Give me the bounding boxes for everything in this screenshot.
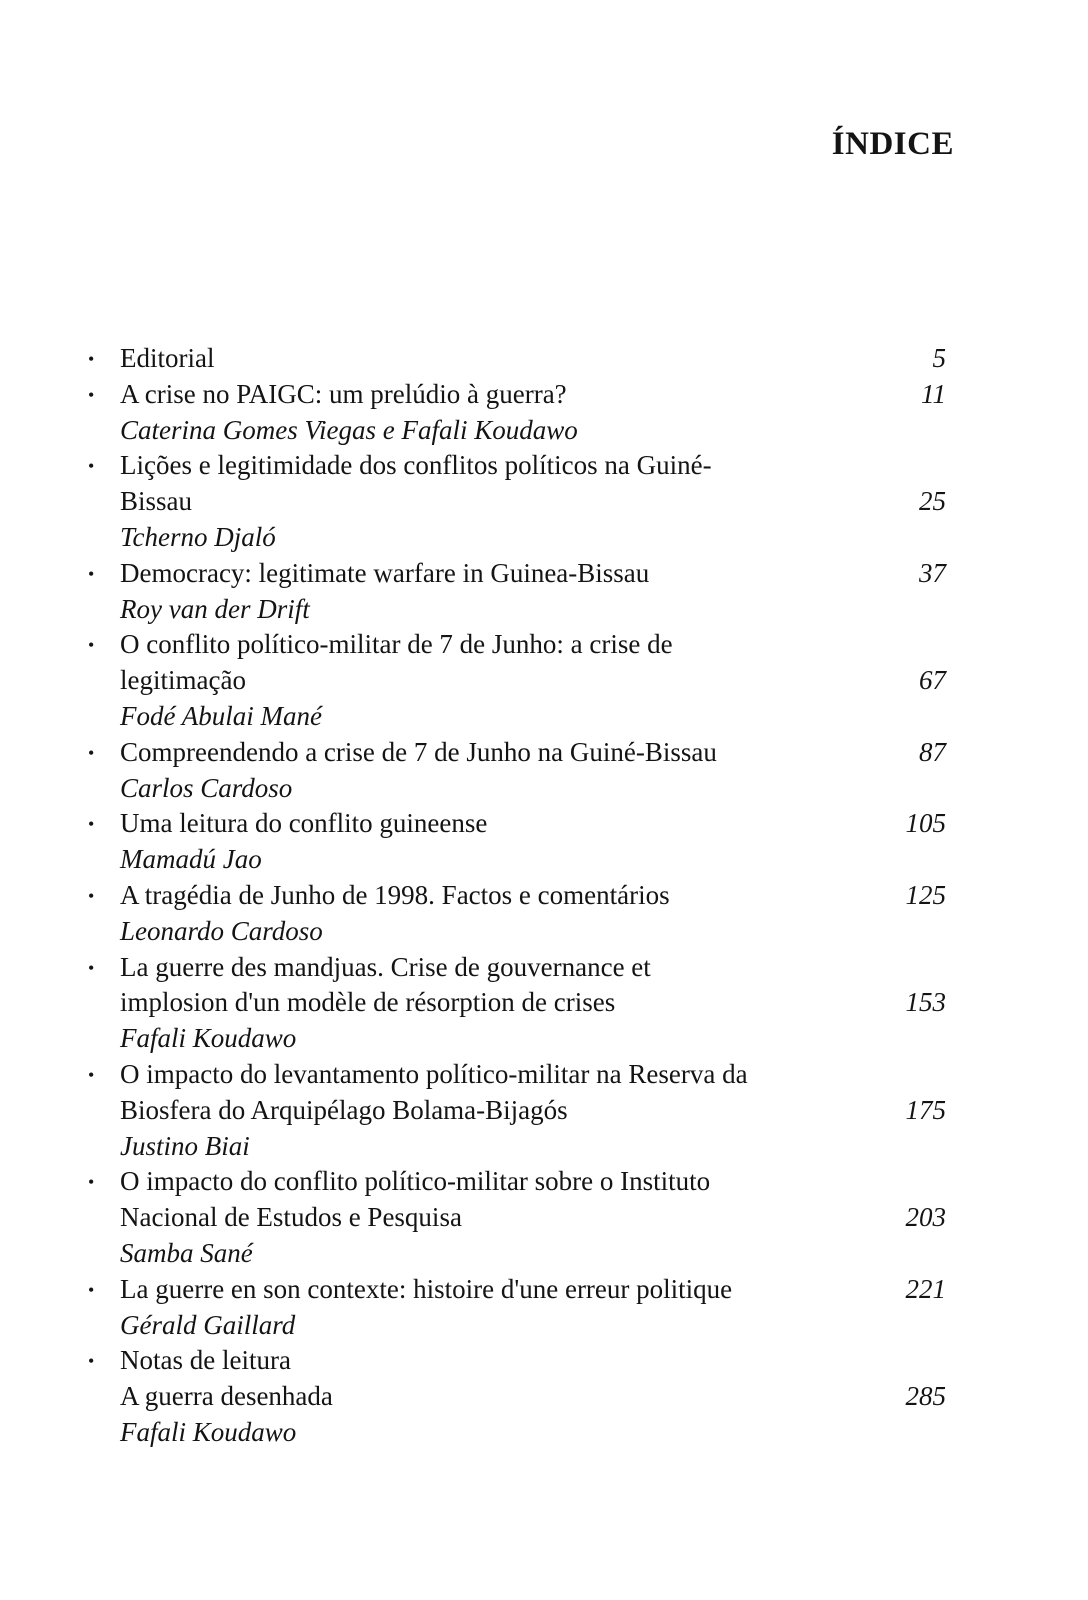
toc-entry	[86, 735, 956, 807]
page-number: 87	[919, 736, 946, 767]
entry-title-text: O conflito político-militar de 7 de Junho: a crise de	[120, 629, 673, 660]
entry-title-line	[120, 663, 956, 699]
entry-author: Mamadú Jao	[120, 844, 262, 875]
toc-entry	[86, 341, 956, 377]
entry-title-line	[120, 448, 956, 484]
page-number: 11	[921, 378, 946, 409]
entry-title-line	[120, 806, 956, 842]
entry-title-line	[120, 950, 956, 986]
toc-entry	[86, 878, 956, 950]
page-number: 285	[905, 1381, 946, 1412]
entry-title-line	[120, 1343, 956, 1379]
page-title: ÍNDICE	[831, 126, 954, 162]
entry-title-text: A tragédia de Junho de 1998. Factos e comentários	[120, 879, 670, 910]
toc-entry	[86, 1272, 956, 1344]
entry-title-line	[120, 735, 956, 771]
entry-title-text: implosion d'un modèle de résorption de crises	[120, 987, 616, 1018]
toc-entry	[86, 1164, 956, 1271]
entry-author: Roy van der Drift	[120, 593, 310, 624]
page-number: 175	[905, 1094, 946, 1125]
bullet-icon: •	[88, 814, 95, 835]
entry-title-text: Editorial	[120, 343, 215, 373]
entry-title-text: Compreendendo a crise de 7 de Junho na Guiné-Bissau	[120, 736, 717, 767]
entry-title-line	[120, 1164, 956, 1200]
entry-author: Leonardo Cardoso	[120, 915, 323, 946]
entry-author: Fafali Koudawo	[120, 1416, 297, 1447]
page-number: 203	[905, 1202, 946, 1233]
bullet-icon: •	[88, 1064, 95, 1085]
entry-title-line	[120, 1379, 956, 1415]
bullet-icon: •	[88, 563, 95, 584]
page-number: 25	[919, 486, 946, 517]
entry-author: Gérald Gaillard	[120, 1309, 296, 1340]
entry-author: Samba Sané	[120, 1237, 253, 1268]
toc-entry	[86, 556, 956, 628]
entry-author: Fafali Koudawo	[120, 1023, 297, 1054]
bullet-icon: •	[88, 635, 95, 656]
entry-title-text: Bissau	[120, 486, 193, 517]
page-number: 5	[932, 343, 946, 373]
entry-author: Justino Biai	[120, 1130, 250, 1161]
entry-title-text: A crise no PAIGC: um prelúdio à guerra?	[120, 378, 567, 409]
entry-title-line	[120, 1057, 956, 1093]
entry-title-text: legitimação	[120, 665, 246, 696]
entry-title-line	[120, 878, 956, 914]
bullet-icon: •	[88, 456, 95, 477]
entry-title-line	[120, 484, 956, 520]
entry-title-line	[120, 985, 956, 1021]
toc-entry	[86, 448, 956, 555]
entry-title-text: Lições e legitimidade dos conflitos políticos na Guiné-	[120, 450, 712, 481]
entry-title-text: Nacional de Estudos e Pesquisa	[120, 1202, 462, 1233]
entry-title-line	[120, 1093, 956, 1129]
entry-title-text: O impacto do conflito político-militar sobre o Instituto	[120, 1166, 711, 1197]
bullet-icon: •	[88, 957, 95, 978]
bullet-icon: •	[88, 1279, 95, 1300]
bullet-icon: •	[88, 1351, 95, 1372]
entry-title-text: Notas de leitura	[120, 1345, 291, 1376]
entry-title-line	[120, 627, 956, 663]
page-number: 67	[919, 665, 946, 696]
toc-entry	[86, 806, 956, 878]
bullet-icon: •	[88, 885, 95, 906]
entry-title-line	[120, 1272, 956, 1308]
toc-entry	[86, 1343, 956, 1450]
page-number: 125	[905, 879, 946, 910]
table-of-contents	[86, 341, 956, 1451]
bullet-icon: •	[88, 1172, 95, 1193]
entry-author: Fodé Abulai Mané	[120, 700, 322, 731]
entry-title-line	[120, 341, 956, 377]
page-number: 37	[919, 557, 946, 588]
entry-title-line	[120, 377, 956, 413]
toc-entry	[86, 950, 956, 1057]
entry-author: Caterina Gomes Viegas e Fafali Koudawo	[120, 414, 578, 445]
bullet-icon: •	[88, 384, 95, 405]
entry-title-text: La guerre des mandjuas. Crise de gouvernance et	[120, 951, 651, 982]
entry-title-line	[120, 556, 956, 592]
entry-title-text: Democracy: legitimate warfare in Guinea-Bissau	[120, 557, 650, 588]
page-number: 153	[905, 987, 946, 1018]
entry-title-line	[120, 1200, 956, 1236]
entry-author: Tcherno Djaló	[120, 521, 276, 552]
bullet-icon: •	[88, 349, 95, 369]
entry-author: Carlos Cardoso	[120, 772, 293, 803]
page-number: 221	[905, 1273, 946, 1304]
page-number: 105	[905, 808, 946, 839]
entry-title-text: A guerra desenhada	[120, 1381, 333, 1412]
entry-title-text: Uma leitura do conflito guineense	[120, 808, 488, 839]
bullet-icon: •	[88, 742, 95, 763]
entry-title-text: O impacto do levantamento político-militar na Reserva da	[120, 1058, 748, 1089]
toc-entry	[86, 627, 956, 734]
toc-entry	[86, 1057, 956, 1164]
entry-title-text: La guerre en son contexte: histoire d'une erreur politique	[120, 1273, 733, 1304]
entry-title-text: Biosfera do Arquipélago Bolama-Bijagós	[120, 1094, 568, 1125]
toc-entry	[86, 377, 956, 449]
